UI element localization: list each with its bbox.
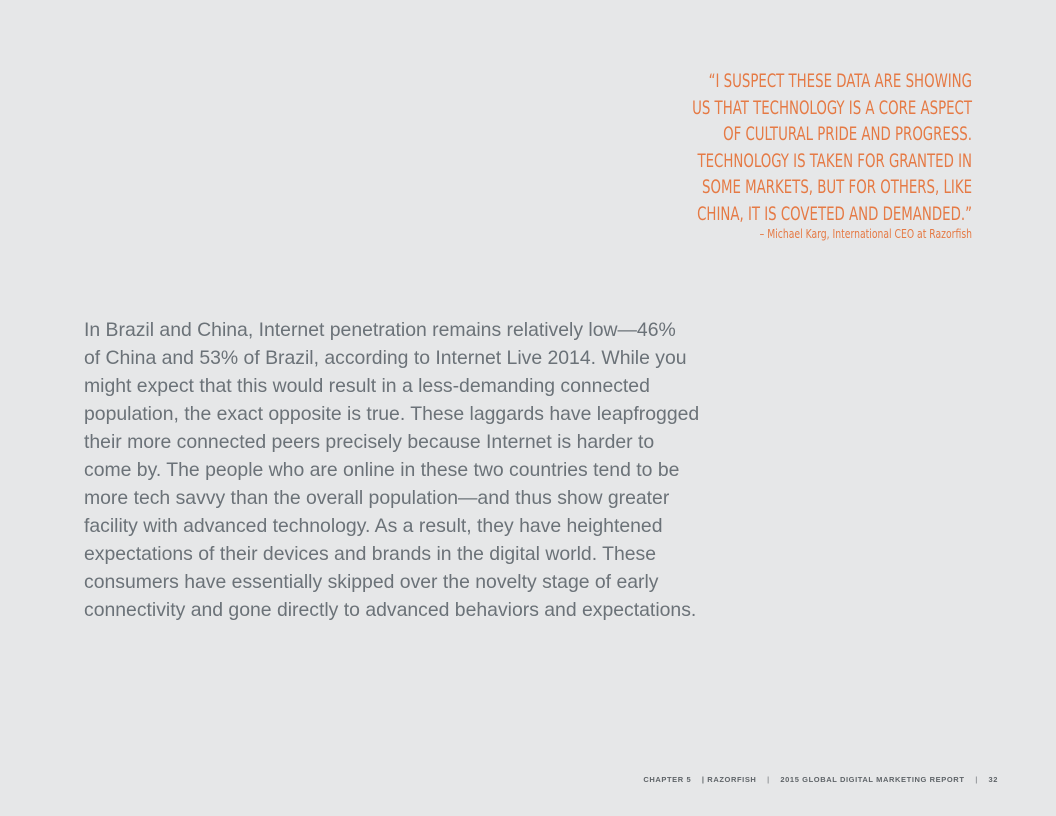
quote-line: TECHNOLOGY IS TAKEN FOR GRANTED IN [697, 149, 972, 172]
footer-chapter: CHAPTER 5 [643, 775, 692, 784]
body-line: consumers have essentially skipped over the novelty stage of early [84, 571, 659, 593]
page-number: 32 [988, 775, 998, 784]
body-line: connectivity and gone directly to advanced behaviors and expectations. [84, 599, 697, 621]
footer-brand: | RAZORFISH [701, 775, 757, 784]
body-line: might expect that this would result in a less-demanding connected [84, 375, 650, 397]
body-line: their more connected peers precisely because Internet is harder to [84, 431, 655, 453]
body-line: In Brazil and China, Internet penetration remains relatively low—46% [84, 319, 676, 341]
body-line: population, the exact opposite is true. These laggards have leapfrogged [84, 403, 700, 425]
footer-separator: | [767, 775, 770, 784]
quote-line: US THAT TECHNOLOGY IS A CORE ASPECT [692, 96, 972, 119]
page-footer [643, 775, 998, 784]
quote-line: “I SUSPECT THESE DATA ARE SHOWING [708, 70, 972, 92]
body-line: facility with advanced technology. As a result, they have heightened [84, 515, 663, 537]
footer-separator: | [975, 775, 978, 784]
quote-line: CHINA, IT IS COVETED AND DEMANDED.” [697, 202, 972, 225]
quote-attribution: – Michael Karg, International CEO at Razorfish [759, 226, 972, 241]
body-line: of China and 53% of Brazil, according to Internet Live 2014. While you [84, 347, 687, 369]
body-paragraph [84, 316, 784, 624]
footer-report-title: 2015 GLOBAL DIGITAL MARKETING REPORT [780, 775, 965, 784]
body-line: more tech savvy than the overall population—and thus show greater [84, 487, 670, 509]
body-line: expectations of their devices and brands in the digital world. These [84, 543, 657, 565]
quote-line: SOME MARKETS, BUT FOR OTHERS, LIKE [702, 176, 972, 198]
quote-line: OF CULTURAL PRIDE AND PROGRESS. [723, 123, 972, 145]
pull-quote [552, 68, 972, 243]
body-line: come by. The people who are online in these two countries tend to be [84, 459, 680, 481]
